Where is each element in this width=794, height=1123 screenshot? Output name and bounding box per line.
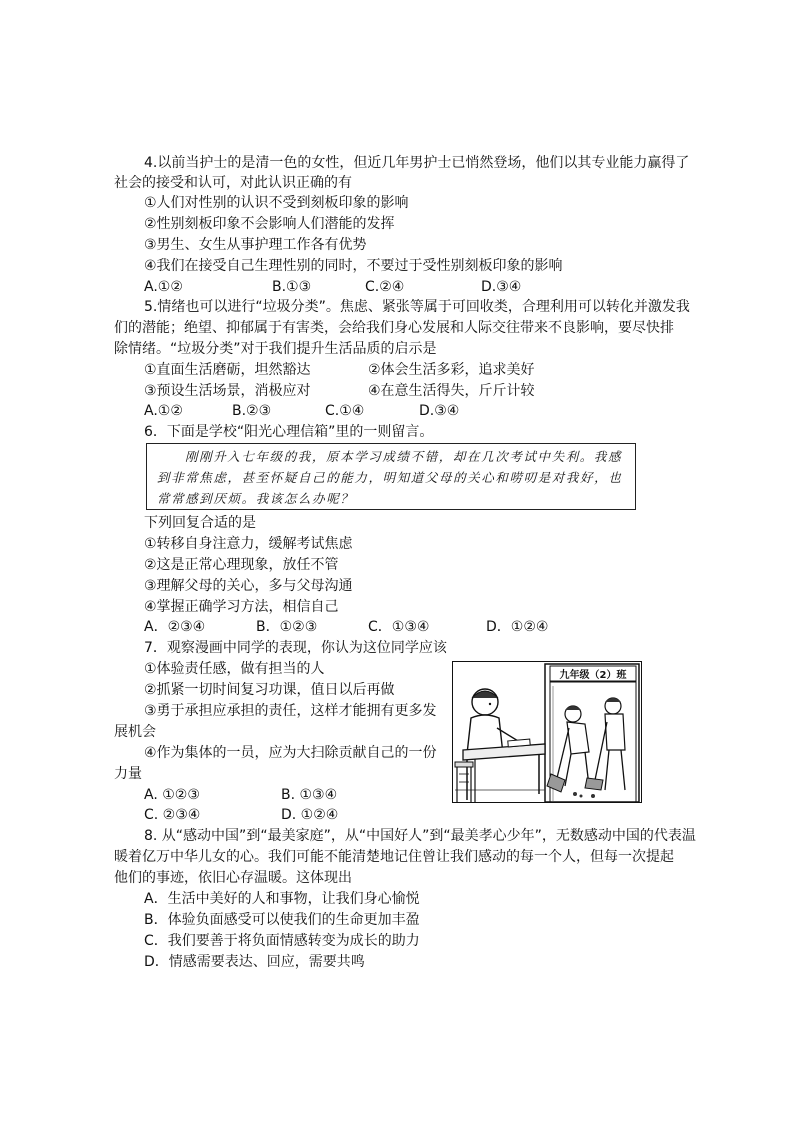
q4-stem-line1: 4.以前当护士的是清一色的女性，但近几年男护士已悄然登场，他们以其专业能力赢得了 bbox=[144, 155, 690, 171]
q4-option-c: C.②④ bbox=[365, 279, 405, 295]
q4-item-2: ②性别刻板印象不会影响人们潜能的发挥 bbox=[144, 216, 395, 232]
q6-stem: 6．下面是学校“阳光心理信箱”里的一则留言。 bbox=[144, 424, 434, 440]
q8-option-c: C．我们要善于将负面情感转变为成长的助力 bbox=[144, 933, 420, 949]
q4-item-3: ③男生、女生从事护理工作各有优势 bbox=[144, 237, 367, 253]
q5-item-1: ①直面生活磨砺，坦然豁达 bbox=[144, 362, 311, 378]
q5-item-2: ②体会生活多彩，追求美好 bbox=[368, 362, 535, 378]
q8-stem-line2: 暖着亿万中华儿女的心。我们可能不能清楚地记住曾让我们感动的每一个人，但每一次提起 bbox=[114, 849, 674, 865]
q5-item-4: ④在意生活得失，斤斤计较 bbox=[368, 383, 535, 399]
q5-option-a: A.①② bbox=[144, 403, 183, 419]
q7-item-3-line2: 展机会 bbox=[114, 724, 156, 740]
q7-option-c: C. ②③④ bbox=[144, 807, 201, 823]
q4-option-a: A.①② bbox=[144, 279, 183, 295]
q6-option-b: B．①②③ bbox=[256, 619, 318, 635]
q6-option-a: A．②③④ bbox=[144, 619, 206, 635]
class-sign-text: 九年级（2）班 bbox=[559, 670, 627, 681]
q7-item-1: ①体验责任感，做有担当的人 bbox=[144, 661, 325, 677]
q4-item-4: ④我们在接受自己生理性别的同时，不要过于受性别刻板印象的影响 bbox=[144, 258, 563, 274]
q7-item-4-line1: ④作为集体的一员，应为大扫除贡献自己的一份 bbox=[144, 745, 437, 761]
q5-option-c: C.①④ bbox=[325, 403, 365, 419]
q8-stem-line3: 他们的事迹，依旧心存温暖。这体现出 bbox=[114, 870, 352, 886]
message-line2: 到非常焦虑，甚至怀疑自己的能力，明知道父母的关心和唠叨是对我好，也 bbox=[157, 470, 623, 485]
q7-item-2: ②抓紧一切时间复习功课，值日以后再做 bbox=[144, 682, 395, 698]
q4-item-1: ①人们对性别的认识不受到刻板印象的影响 bbox=[144, 195, 409, 211]
q7-item-3-line1: ③勇于承担应承担的责任，这样才能拥有更多发 bbox=[144, 703, 437, 719]
q4-stem-line2: 社会的接受和认可，对此认识正确的有 bbox=[114, 175, 352, 191]
q7-option-d: D. ①②④ bbox=[281, 807, 339, 823]
q5-option-b: B.②③ bbox=[232, 403, 272, 419]
q6-option-d: D．①②④ bbox=[486, 619, 549, 635]
cartoon-illustration bbox=[452, 661, 642, 803]
q5-stem-line3: 除情绪。“垃圾分类”对于我们提升生活品质的启示是 bbox=[114, 341, 437, 357]
q4-option-b: B.①③ bbox=[272, 279, 312, 295]
q6-item-1: ①转移自身注意力，缓解考试焦虑 bbox=[144, 536, 353, 552]
message-line3: 常常感到厌烦。我该怎么办呢？ bbox=[157, 491, 355, 506]
q5-option-d: D.③④ bbox=[419, 403, 460, 419]
q6-item-2: ②这是正常心理现象，放任不管 bbox=[144, 557, 339, 573]
q6-option-c: C．①③④ bbox=[368, 619, 430, 635]
message-line1: 刚刚升入七年级的我，原本学习成绩不错，却在几次考试中失利。我感 bbox=[185, 449, 623, 464]
q5-item-3: ③预设生活场景，消极应对 bbox=[144, 383, 311, 399]
q8-stem-line1: 8. 从“感动中国”到“最美家庭”，从“中国好人”到“最美孝心少年”，无数感动中国的代表温 bbox=[144, 828, 696, 844]
q5-stem-line1: 5.情绪也可以进行“垃圾分类”。焦虑、紧张等属于可回收类，合理利用可以转化并激发我 bbox=[144, 299, 690, 315]
q6-prompt: 下列回复合适的是 bbox=[144, 515, 256, 531]
q8-option-a: A．生活中美好的人和事物，让我们身心愉悦 bbox=[144, 891, 420, 907]
q6-item-3: ③理解父母的关心，多与父母沟通 bbox=[144, 578, 353, 594]
q8-option-b: B．体验负面感受可以使我们的生命更加丰盈 bbox=[144, 912, 420, 928]
q7-item-4-line2: 力量 bbox=[114, 766, 142, 782]
q7-stem: 7．观察漫画中同学的表现，你认为这位同学应该 bbox=[144, 640, 447, 656]
cartoon-drawing bbox=[453, 662, 642, 803]
q7-option-a: A. ①②③ bbox=[144, 787, 200, 803]
message-box bbox=[146, 443, 636, 510]
q6-item-4: ④掌握正确学习方法，相信自己 bbox=[144, 599, 339, 615]
q8-option-d: D．情感需要表达、回应，需要共鸣 bbox=[144, 954, 365, 970]
q4-option-d: D.③④ bbox=[481, 279, 522, 295]
q5-stem-line2: 们的潜能；绝望、抑郁属于有害类，会给我们身心发展和人际交往带来不良影响，要尽快排 bbox=[114, 320, 674, 336]
q7-option-b: B. ①③④ bbox=[281, 787, 338, 803]
